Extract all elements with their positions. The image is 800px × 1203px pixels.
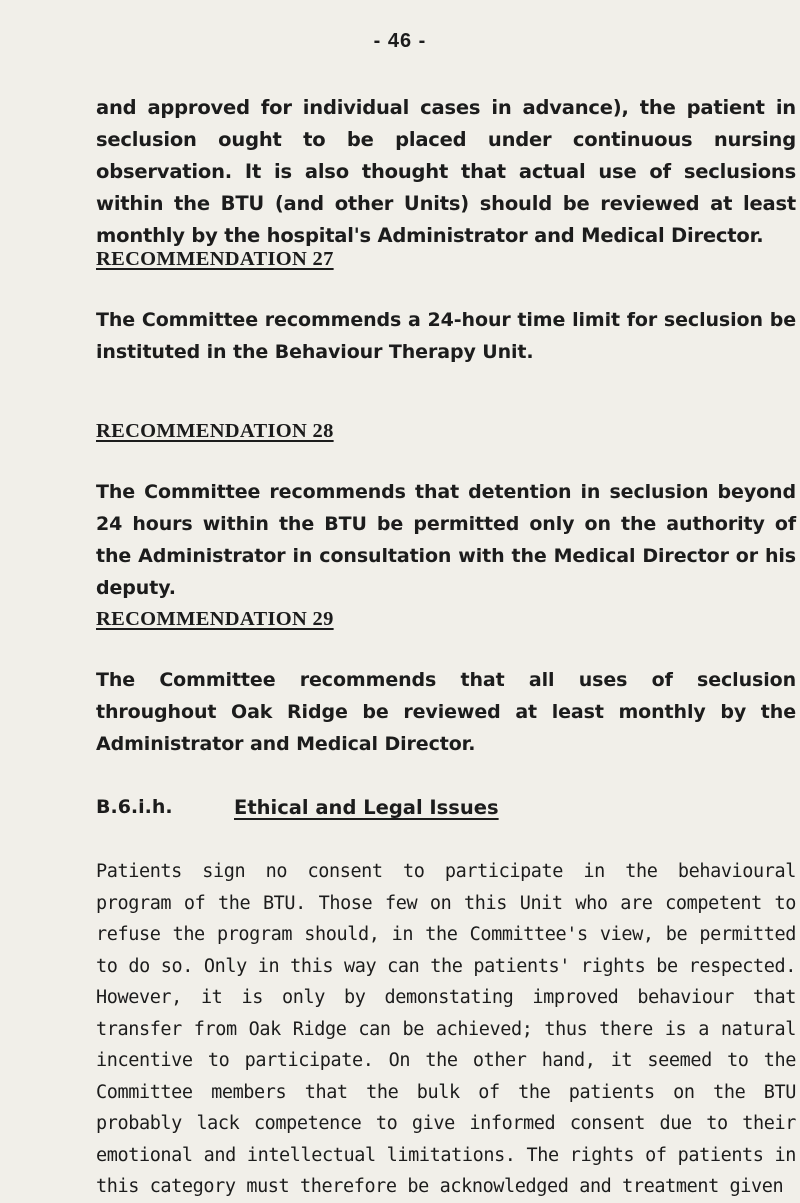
section-heading-row — [96, 796, 796, 828]
recommendation-27-text: The Committee recommends a 24-hour time limit for seclusion be instituted in the Behaviour Therapy Unit. — [96, 309, 796, 363]
recommendation-29-text: The Committee recommends that all uses of seclusion throughout Oak Ridge be reviewed at least monthly by the Administrator and Medical Director. — [96, 669, 796, 755]
section-title: Ethical and Legal Issues — [234, 796, 499, 819]
intro-paragraph: and approved for individual cases in advance), the patient in seclusion ought to be placed under continuous nursing observation. It is also thought that actual use of seclusions within the BTU (and other Units) should be reviewed at least monthly by the hospital's Administrator and Medical Director. — [96, 96, 796, 247]
recommendation-29-heading: RECOMMENDATION 29 — [96, 608, 334, 630]
recommendation-27-heading: RECOMMENDATION 27 — [96, 248, 334, 270]
recommendation-28-heading: RECOMMENDATION 28 — [96, 420, 334, 442]
page-number: - 46 - — [373, 30, 427, 52]
recommendation-28-text: The Committee recommends that detention in seclusion beyond 24 hours within the BTU be permitted only on the authority of the Administrator in consultation with the Medical Director or his deputy. — [96, 481, 796, 599]
section-number: B.6.i.h. — [96, 796, 173, 818]
section-body-paragraph: Patients sign no consent to participate in the behavioural program of the BTU. Those few on this Unit who are competent to refuse the program should, in the Committee's view, be permitted to do so. Only in this way can the patients' rights be respected. However, it is only by demonstating improved behaviour that transfer from Oak Ridge can be achieved; thus there is a natural incentive to participate. On the other hand, it seemed to the Committee members that the bulk of the patients on the BTU probably lack competence to give informed consent due to their emotional and intellectual limitations. The rights of patients in this category must therefore be acknowledged and treatment given — [96, 861, 796, 1197]
